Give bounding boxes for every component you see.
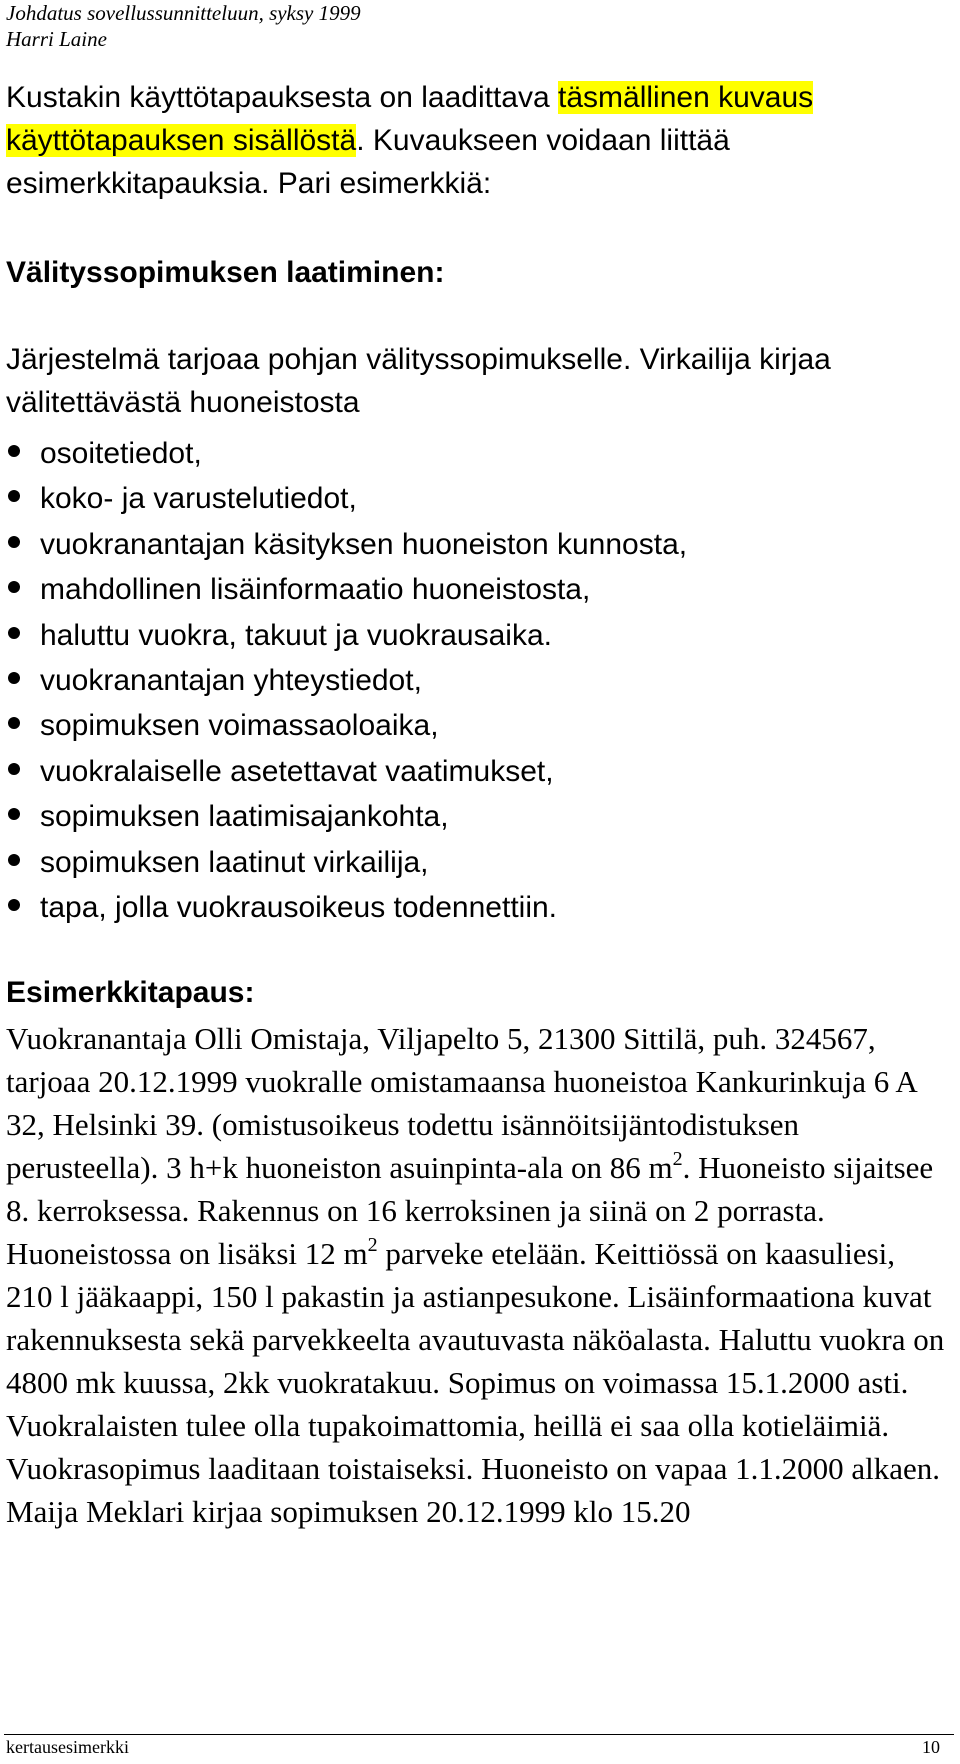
list-item: mahdollinen lisäinformaatio huoneistosta, (6, 567, 936, 612)
list-item: vuokranantajan yhteystiedot, (6, 658, 936, 703)
bullet-icon (8, 581, 20, 593)
footer-label: kertausesimerkki (6, 1737, 129, 1757)
bullet-icon (8, 627, 20, 639)
bullet-icon (8, 717, 20, 729)
superscript-two: 2 (367, 1233, 378, 1256)
bullet-icon (8, 763, 20, 775)
requirements-list (6, 431, 936, 930)
author-name: Harri Laine (6, 27, 107, 51)
bullet-icon (8, 854, 20, 866)
list-item: tapa, jolla vuokrausoikeus todennettiin. (6, 885, 936, 930)
page-header (6, 0, 361, 52)
intro-paragraph (6, 76, 936, 205)
bullet-icon (8, 536, 20, 548)
footer-divider (4, 1734, 954, 1735)
example-title: Esimerkkitapaus: (6, 976, 255, 1009)
bullet-icon (8, 672, 20, 684)
example-paragraph: Vuokranantaja Olli Omistaja, Viljapelto 5, 21300 Sittilä, puh. 324567, tarjoaa 20.12.1999 vuokralle omistamaansa huoneistoa Kankurinkuja 6 A 32, Helsinki 39. (omistusoikeus todettu isännöitsijäntodistuksen perusteella). 3 h+k huoneiston asuinpinta-ala on 86 $m^2$. Huoneisto sijaitsee 8. kerroksessa. Rakennus on 16 kerroksinen ja siinä on 2 porrasta. Huoneistossa on lisäksi 12 $m^2$ parveke etelään. Keittiössä on kaasuliesi, 210 l jääkaappi, 150 l pakastin ja astianpesukone. Lisäinformaationa kuvat rakennuksesta sekä parvekkeelta avautuvasta näköalasta. Haluttu vuokra on 4800 mk kuussa, 2kk vuokratakuu. Sopimus on voimassa 15.1.2000 asti. Vuokralaisten tulee olla tupakoimattomia, heillä ei saa olla kotieläimiä. Vuokrasopimus laaditaan toistaiseksi. Huoneisto on vapaa 1.1.2000 alkaen. Maija Meklari kirjaa sopimuksen 20.12.1999 klo 15.20 (6, 1021, 945, 1529)
list-item: vuokranantajan käsityksen huoneiston kunnosta, (6, 522, 936, 567)
bullet-icon (8, 490, 20, 502)
section-title: Välityssopimuksen laatiminen: (6, 256, 445, 289)
course-title: Johdatus sovellussunnitteluun, syksy 1999 (6, 1, 361, 25)
bullet-icon (8, 445, 20, 457)
page-number: 10 (922, 1737, 940, 1757)
list-item: vuokralaiselle asetettavat vaatimukset, (6, 749, 936, 794)
bullet-icon (8, 899, 20, 911)
intro-text-start: Kustakin käyttötapauksesta on laadittava (6, 81, 559, 114)
intro-text-end: . Kuvaukseen voidaan liittää esimerkkitapauksia. Pari esimerkkiä: (6, 124, 730, 200)
superscript-two: 2 (672, 1147, 683, 1170)
list-item: sopimuksen laatinut virkailija, (6, 840, 936, 885)
list-item: osoitetiedot, (6, 431, 936, 476)
highlighted-phrase: täsmällinen kuvaus käyttötapauksen sisällöstä (6, 81, 814, 157)
bullet-icon (8, 808, 20, 820)
list-item: koko- ja varustelutiedot, (6, 476, 936, 521)
list-item: haluttu vuokra, takuut ja vuokrausaika. (6, 613, 936, 658)
section-lead-paragraph: Järjestelmä tarjoaa pohjan välityssopimukselle. Virkailija kirjaa välitettävästä huoneistosta (6, 343, 831, 419)
list-item: sopimuksen voimassaoloaika, (6, 703, 936, 748)
list-item: sopimuksen laatimisajankohta, (6, 794, 936, 839)
